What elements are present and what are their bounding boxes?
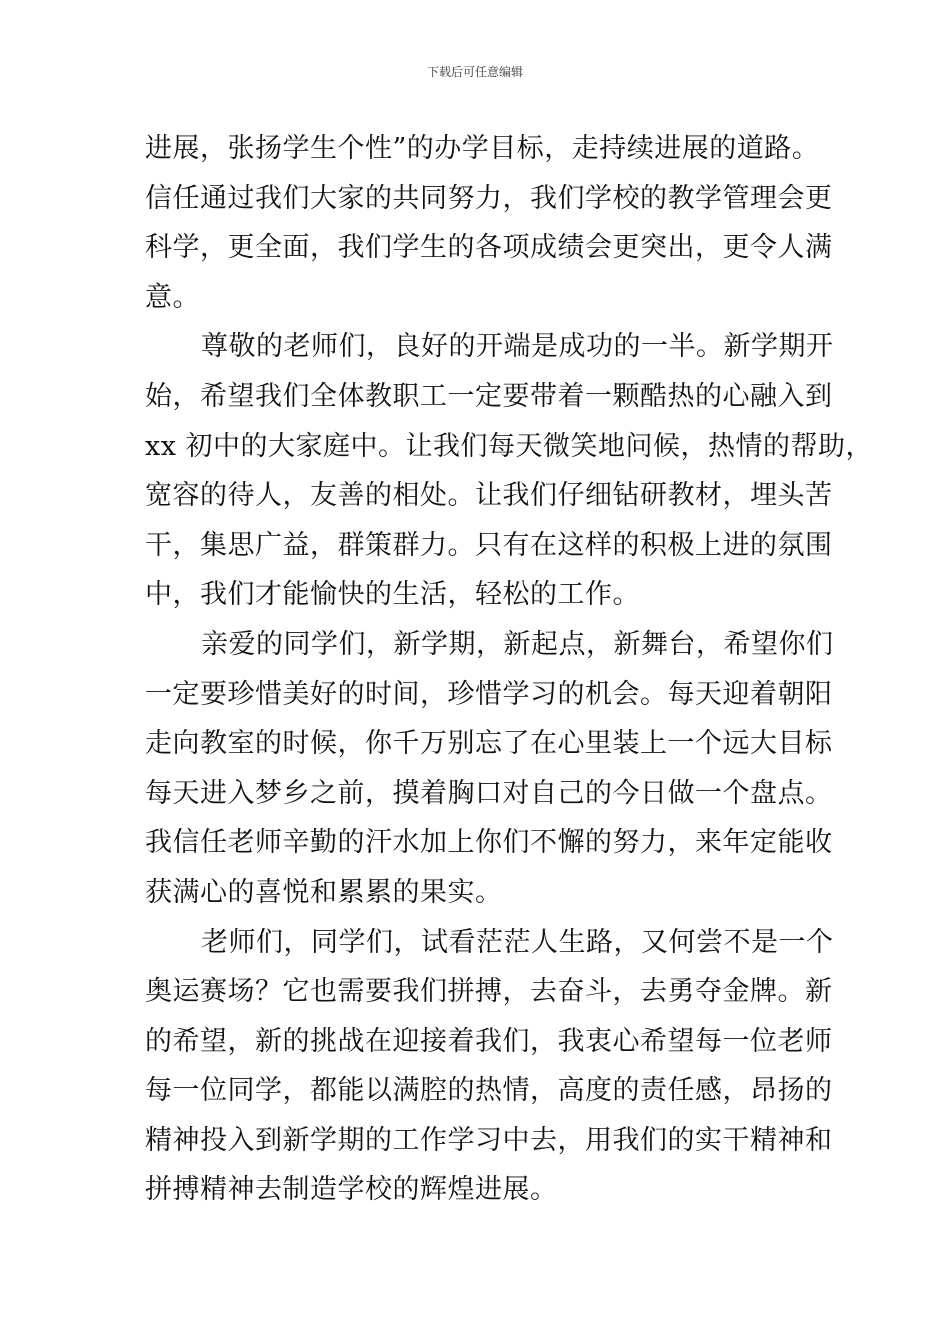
text-line: 尊敬的老师们，良好的开端是成功的一半。新学期开	[201, 331, 834, 363]
text-line: 亲爱的同学们，新学期，新起点，新舞台，希望你们	[201, 628, 834, 660]
page-header: 下载后可任意编辑	[426, 65, 523, 79]
text-line: 走向教室的时候，你千万别忘了在心里装上一个远大目标	[145, 728, 833, 760]
text-line: 宽容的待人，友善的相处。让我们仔细钻研教材，埋头苦	[145, 480, 833, 512]
text-line: 获满心的喜悦和累累的果实。	[145, 876, 503, 908]
text-line: 科学，更全面，我们学生的各项成绩会更突出，更令人满	[145, 232, 833, 264]
text-line: 每一位同学，都能以满腔的热情，高度的责任感，昂扬的	[145, 1075, 833, 1107]
text-line: 奥运赛场？它也需要我们拼搏，去奋斗，去勇夺金牌。新	[145, 976, 833, 1008]
text-line: 我信任老师辛勤的汗水加上你们不懈的努力，来年定能收	[145, 827, 833, 859]
paragraph-2	[145, 322, 874, 620]
text-line: 精神投入到新学期的工作学习中去，用我们的实干精神和	[145, 1124, 833, 1156]
text-line: 拼搏精神去制造学校的辉煌进展。	[145, 1174, 558, 1206]
text-line: 中，我们才能愉快的生活，轻松的工作。	[145, 579, 640, 611]
text-line: 老师们，同学们，试看茫茫人生路，又何尝不是一个	[201, 926, 834, 958]
paragraph-3	[145, 620, 834, 918]
text-line: 信任通过我们大家的共同努力，我们学校的教学管理会更	[145, 182, 833, 214]
text-line: 始，希望我们全体教职工一定要带着一颗酷热的心融入到	[145, 380, 833, 412]
text-line: 进展，张扬学生个性”的办学目标，走持续进展的道路。	[145, 133, 820, 164]
text-line: 意。	[145, 281, 200, 313]
paragraph-4	[145, 918, 834, 1216]
document-body	[145, 124, 874, 1215]
text-line: 一定要珍惜美好的时间，珍惜学习的机会。每天迎着朝阳	[145, 678, 833, 710]
text-line: 的希望，新的挑战在迎接着我们，我衷心希望每一位老师	[145, 1025, 833, 1057]
text-line: 干，集思广益，群策群力。只有在这样的积极上进的氛围	[145, 529, 833, 561]
text-line: 每天进入梦乡之前，摸着胸口对自己的今日做一个盘点。	[145, 777, 833, 809]
text-line: xx 初中的大家庭中。让我们每天微笑地问候，热情的帮助，	[145, 430, 874, 462]
paragraph-1	[145, 124, 833, 322]
